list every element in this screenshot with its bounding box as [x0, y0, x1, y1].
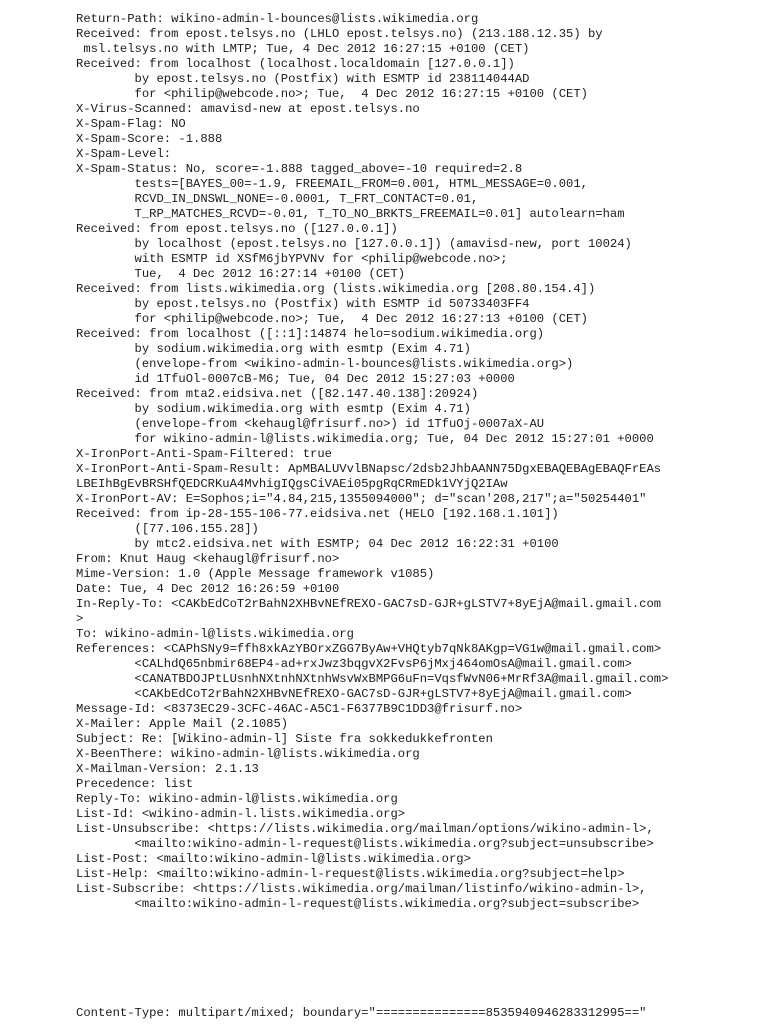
header-line: msl.telsys.no with LMTP; Tue, 4 Dec 2012 16:27:15 +0100 (CET): [76, 42, 530, 56]
header-line: <CANATBDOJPtLUsnhNXtnhNXtnhWsvWxBMPG6uFn=VqsfWvN06+MrRf3A@mail.gmail.com>: [76, 672, 669, 686]
header-line: Received: from localhost (localhost.localdomain [127.0.0.1]): [76, 57, 515, 71]
header-line: Return-Path: wikino-admin-l-bounces@lists.wikimedia.org: [76, 12, 479, 26]
header-line: Received: from lists.wikimedia.org (lists.wikimedia.org [208.80.154.4]): [76, 282, 596, 296]
header-line: Precedence: list: [76, 777, 194, 791]
header-line: by epost.telsys.no (Postfix) with ESMTP id 238114044AD: [76, 72, 530, 86]
header-line: In-Reply-To: <CAKbEdCoT2rBahN2XHBvNEfREXO-GAC7sD-GJR+gLSTV7+8yEjA@mail.gmail.com: [76, 597, 662, 611]
header-line: X-Spam-Level:: [76, 147, 172, 161]
header-line: X-Spam-Status: No, score=-1.888 tagged_above=-10 required=2.8: [76, 162, 523, 176]
header-line: for wikino-admin-l@lists.wikimedia.org; Tue, 04 Dec 2012 15:27:01 +0000: [76, 432, 654, 446]
header-line: by mtc2.eidsiva.net with ESMTP; 04 Dec 2012 16:22:31 +0100: [76, 537, 559, 551]
header-line: <mailto:wikino-admin-l-request@lists.wikimedia.org?subject=unsubscribe>: [76, 837, 654, 851]
header-line: Date: Tue, 4 Dec 2012 16:26:59 +0100: [76, 582, 340, 596]
header-line: List-Unsubscribe: <https://lists.wikimedia.org/mailman/options/wikino-admin-l>,: [76, 822, 654, 836]
header-line: by sodium.wikimedia.org with esmtp (Exim 4.71): [76, 342, 471, 356]
header-line: To: wikino-admin-l@lists.wikimedia.org: [76, 627, 354, 641]
header-line: tests=[BAYES_00=-1.9, FREEMAIL_FROM=0.001, HTML_MESSAGE=0.001,: [76, 177, 588, 191]
header-line: List-Subscribe: <https://lists.wikimedia.org/mailman/listinfo/wikino-admin-l>,: [76, 882, 647, 896]
header-line: X-Spam-Score: -1.888: [76, 132, 223, 146]
header-line: <mailto:wikino-admin-l-request@lists.wikimedia.org?subject=subscribe>: [76, 897, 640, 911]
header-line: X-IronPort-Anti-Spam-Filtered: true: [76, 447, 332, 461]
header-line: X-Virus-Scanned: amavisd-new at epost.telsys.no: [76, 102, 420, 116]
header-line: <CAKbEdCoT2rBahN2XHBvNEfREXO-GAC7sD-GJR+gLSTV7+8yEjA@mail.gmail.com>: [76, 687, 632, 701]
header-line: >: [76, 612, 84, 626]
header-line: List-Help: <mailto:wikino-admin-l-request@lists.wikimedia.org?subject=help>: [76, 867, 625, 881]
header-line: (envelope-from <kehaugl@frisurf.no>) id 1TfuOj-0007aX-AU: [76, 417, 545, 431]
header-line: for <philip@webcode.no>; Tue, 4 Dec 2012 16:27:15 +0100 (CET): [76, 87, 588, 101]
header-line: id 1TfuOl-0007cB-M6; Tue, 04 Dec 2012 15:27:03 +0000: [76, 372, 515, 386]
header-line: Received: from epost.telsys.no (LHLO epost.telsys.no) (213.188.12.35) by: [76, 27, 603, 41]
header-line: <CALhdQ65nbmir68EP4-ad+rxJwz3bqgvX2FvsP6jMxj464omOsA@mail.gmail.com>: [76, 657, 632, 671]
header-line: List-Post: <mailto:wikino-admin-l@lists.wikimedia.org>: [76, 852, 471, 866]
header-line: List-Id: <wikino-admin-l.lists.wikimedia.org>: [76, 807, 406, 821]
header-line: From: Knut Haug <kehaugl@frisurf.no>: [76, 552, 340, 566]
header-line: by sodium.wikimedia.org with esmtp (Exim 4.71): [76, 402, 471, 416]
header-line: Tue, 4 Dec 2012 16:27:14 +0100 (CET): [76, 267, 406, 281]
header-line: by epost.telsys.no (Postfix) with ESMTP id 50733403FF4: [76, 297, 530, 311]
header-line: Received: from localhost ([::1]:14874 helo=sodium.wikimedia.org): [76, 327, 545, 341]
header-line: Received: from mta2.eidsiva.net ([82.147.40.138]:20924): [76, 387, 479, 401]
header-line: References: <CAPhSNy9=ffh8xkAzYBOrxZGG7ByAw+VHQtyb7qNk8AKgp=VG1w@mail.gmail.com>: [76, 642, 662, 656]
header-line: X-IronPort-AV: E=Sophos;i="4.84,215,1355094000"; d="scan'208,217";a="50254401": [76, 492, 647, 506]
header-line: for <philip@webcode.no>; Tue, 4 Dec 2012 16:27:13 +0100 (CET): [76, 312, 588, 326]
header-line: LBEIhBgEvBRSHfQEDCRKuA4MvhigIQgsCiVAEi05pgRqCRmEDk1VYjQ2IAw: [76, 477, 508, 491]
header-line: Subject: Re: [Wikino-admin-l] Siste fra sokkedukkefronten: [76, 732, 493, 746]
header-line: X-Mailer: Apple Mail (2.1085): [76, 717, 289, 731]
header-line: X-BeenThere: wikino-admin-l@lists.wikimedia.org: [76, 747, 420, 761]
header-line: RCVD_IN_DNSWL_NONE=-0.0001, T_FRT_CONTACT=0.01,: [76, 192, 479, 206]
header-line: (envelope-from <wikino-admin-l-bounces@lists.wikimedia.org>): [76, 357, 574, 371]
header-line: by localhost (epost.telsys.no [127.0.0.1]) (amavisd-new, port 10024): [76, 237, 632, 251]
header-line: X-IronPort-Anti-Spam-Result: ApMBALUVvlBNapsc/2dsb2JhbAANN75DgxEBAQEBAgEBAQFrEAs: [76, 462, 662, 476]
header-line: Received: from epost.telsys.no ([127.0.0.1]): [76, 222, 398, 236]
header-line: Mime-Version: 1.0 (Apple Message framework v1085): [76, 567, 435, 581]
header-line: Message-Id: <8373EC29-3CFC-46AC-A5C1-F6377B9C1DD3@frisurf.no>: [76, 702, 523, 716]
header-line: X-Mailman-Version: 2.1.13: [76, 762, 259, 776]
content-type-line: Content-Type: multipart/mixed; boundary="===============8535940946283312995==": [76, 1006, 647, 1020]
header-line: T_RP_MATCHES_RCVD=-0.01, T_TO_NO_BRKTS_FREEMAIL=0.01] autolearn=ham: [76, 207, 625, 221]
header-line: Received: from ip-28-155-106-77.eidsiva.net (HELO [192.168.1.101]): [76, 507, 559, 521]
header-line: with ESMTP id XSfM6jbYPVNv for <philip@webcode.no>;: [76, 252, 508, 266]
header-line: X-Spam-Flag: NO: [76, 117, 186, 131]
header-line: Reply-To: wikino-admin-l@lists.wikimedia.org: [76, 792, 398, 806]
header-line: ([77.106.155.28]): [76, 522, 259, 536]
